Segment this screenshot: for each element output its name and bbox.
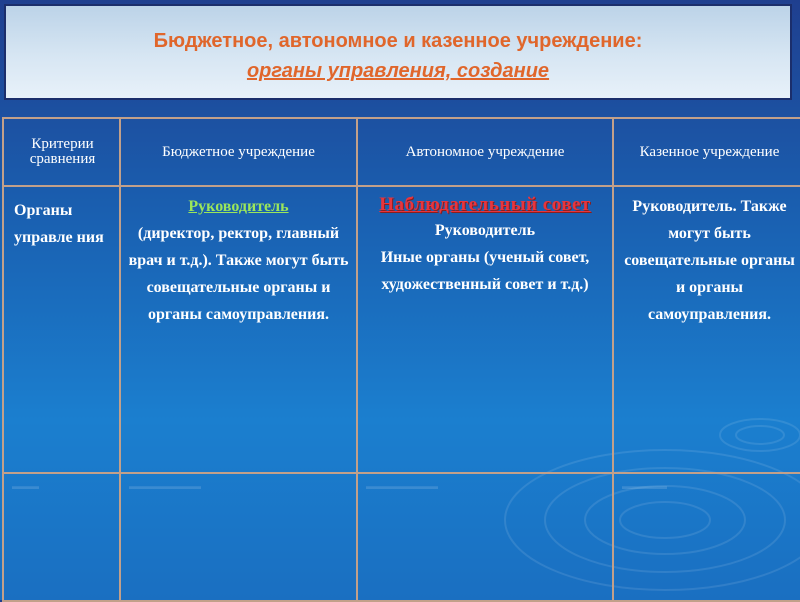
header-autonomous: Автономное учреждение [357, 118, 613, 186]
budget-head-highlight: Руководитель [188, 198, 289, 215]
cell-criterion: Органы управле ния [3, 186, 120, 473]
budget-text: (директор, ректор, главный врач и т.д.). Также могут быть совещательные органы и органы самоуправления. [128, 225, 349, 323]
table-row [3, 186, 800, 473]
header-state: Казенное учреждение [613, 118, 800, 186]
table-header-row [3, 118, 800, 186]
page-subtitle: органы управления, создание [246, 60, 550, 82]
cell-state [613, 186, 800, 473]
header-criteria: Критерии сравнения [3, 118, 120, 186]
cell-faded-4: ▬▬▬▬▬ [613, 473, 800, 601]
autonomous-head: Руководитель [434, 222, 536, 239]
title-banner [4, 4, 792, 100]
cell-faded-1: ▬▬▬ [3, 473, 120, 601]
cell-faded-2: ▬▬▬▬▬▬▬▬ [120, 473, 357, 601]
state-text: Руководитель. Также могут быть совещательные органы и органы самоуправления. [624, 198, 795, 323]
table-row-faded [3, 473, 800, 601]
autonomous-text: Иные органы (ученый совет, художественный совет и т.д.) [380, 249, 590, 293]
page-title: Бюджетное, автономное и казенное учреждение: [153, 30, 643, 52]
header-budget: Бюджетное учреждение [120, 118, 357, 186]
cell-budget [120, 186, 357, 473]
comparison-table [2, 117, 800, 602]
cell-autonomous [357, 186, 613, 473]
autonomous-board-highlight: Наблюдательный совет [379, 194, 591, 215]
cell-faded-3: ▬▬▬▬▬▬▬▬ [357, 473, 613, 601]
